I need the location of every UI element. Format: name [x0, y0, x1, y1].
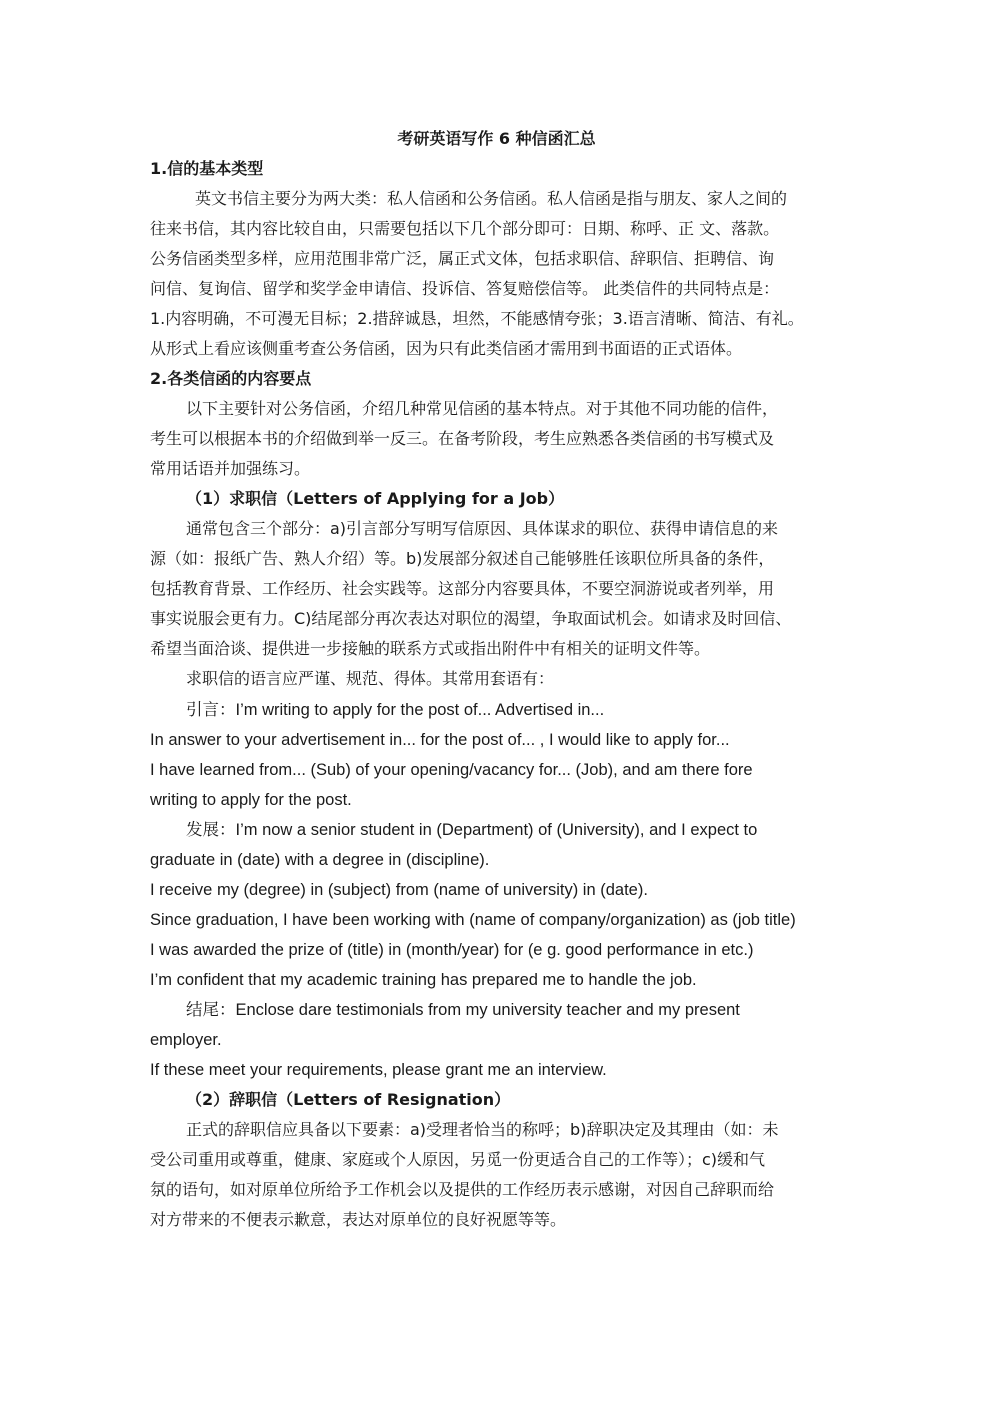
phrase-line: graduate in (date) with a degree in (discipline). [150, 851, 490, 869]
paragraph-line: 氛的语句，如对原单位所给予工作机会以及提供的工作经历表示感谢，对因自己辞职而给 [150, 1180, 775, 1199]
phrase-line: Since graduation, I have been working with (name of company/organization) as (job title) [150, 911, 796, 929]
subsection2-heading: （2）辞职信（Letters of Resignation） [186, 1090, 511, 1109]
paragraph-line: 往来书信，其内容比较自由，只需要包括以下几个部分即可：日期、称呼、正 文、落款。 [150, 219, 780, 238]
subsection1-heading: （1）求职信（Letters of Applying for a Job） [186, 489, 565, 508]
paragraph-line: 源（如：报纸广告、熟人介绍）等。b)发展部分叙述自己能够胜任该职位所具备的条件， [150, 549, 775, 568]
phrase-line: I receive my (degree) in (subject) from (name of university) in (date). [150, 881, 648, 899]
paragraph-line: 包括教育背景、工作经历、社会实践等。这部分内容要具体，不要空洞游说或者列举，用 [150, 579, 775, 598]
language-note: 求职信的语言应严谨、规范、得体。其常用套语有： [186, 669, 555, 688]
phrase-line: If these meet your requirements, please grant me an interview. [150, 1061, 607, 1079]
paragraph-line: 考生可以根据本书的介绍做到举一反三。在备考阶段，考生应熟悉各类信函的书写模式及 [150, 429, 775, 448]
intro-phrase-line: 引言：I’m writing to apply for the post of... Advertised in... [186, 701, 605, 719]
paragraph-line: 通常包含三个部分：a)引言部分写明写信原因、具体谋求的职位、获得申请信息的来 [186, 519, 779, 538]
paragraph-line: 问信、复询信、留学和奖学金申请信、投诉信、答复赔偿信等。 此类信件的共同特点是： [150, 279, 780, 298]
paragraph-line: 英文书信主要分为两大类：私人信函和公务信函。私人信函是指与朋友、家人之间的 [195, 189, 788, 208]
phrase-line: I have learned from... (Sub) of your opening/vacancy for... (Job), and am there fore [150, 761, 753, 779]
paragraph-line: 以下主要针对公务信函，介绍几种常见信函的基本特点。对于其他不同功能的信件， [186, 399, 779, 418]
paragraph-line: 正式的辞职信应具备以下要素：a)受理者恰当的称呼；b)辞职决定及其理由（如：未 [186, 1120, 779, 1139]
phrase-line: In answer to your advertisement in... for the post of... , I would like to apply for... [150, 731, 730, 749]
paragraph-line: 从形式上看应该侧重考查公务信函，因为只有此类信函才需用到书面语的正式语体。 [150, 339, 743, 358]
development-phrase-line: 发展：I’m now a senior student in (Department) of (University), and I expect to [186, 821, 758, 839]
phrase-line: employer. [150, 1031, 222, 1049]
phrase-line: writing to apply for the post. [150, 791, 352, 809]
section2-heading: 2.各类信函的内容要点 [150, 369, 312, 388]
document-title: 考研英语写作 6 种信函汇总 [397, 129, 596, 148]
ending-phrase-line: 结尾：Enclose dare testimonials from my university teacher and my present [186, 1001, 740, 1019]
phrase-line: I’m confident that my academic training has prepared me to handle the job. [150, 971, 697, 989]
paragraph-line: 受公司重用或尊重，健康、家庭或个人原因，另觅一份更适合自己的工作等）；c)缓和气 [150, 1150, 766, 1169]
paragraph-line: 事实说服会更有力。C)结尾部分再次表达对职位的渴望，争取面试机会。如请求及时回信、 [150, 609, 792, 628]
paragraph-line: 1.内容明确，不可漫无目标；2.措辞诚恳，坦然，不能感情夸张；3.语言清晰、简洁、有礼。 [150, 309, 804, 328]
paragraph-line: 常用话语并加强练习。 [150, 459, 311, 478]
section1-heading: 1.信的基本类型 [150, 159, 264, 178]
paragraph-line: 希望当面洽谈、提供进一步接触的联系方式或指出附件中有相关的证明文件等。 [150, 639, 711, 658]
paragraph-line: 公务信函类型多样，应用范围非常广泛，属正式文体，包括求职信、辞职信、拒聘信、询 [150, 249, 775, 268]
paragraph-line: 对方带来的不便表示歉意，表达对原单位的良好祝愿等等。 [150, 1210, 567, 1229]
phrase-line: I was awarded the prize of (title) in (month/year) for (e g. good performance in etc.) [150, 941, 754, 959]
